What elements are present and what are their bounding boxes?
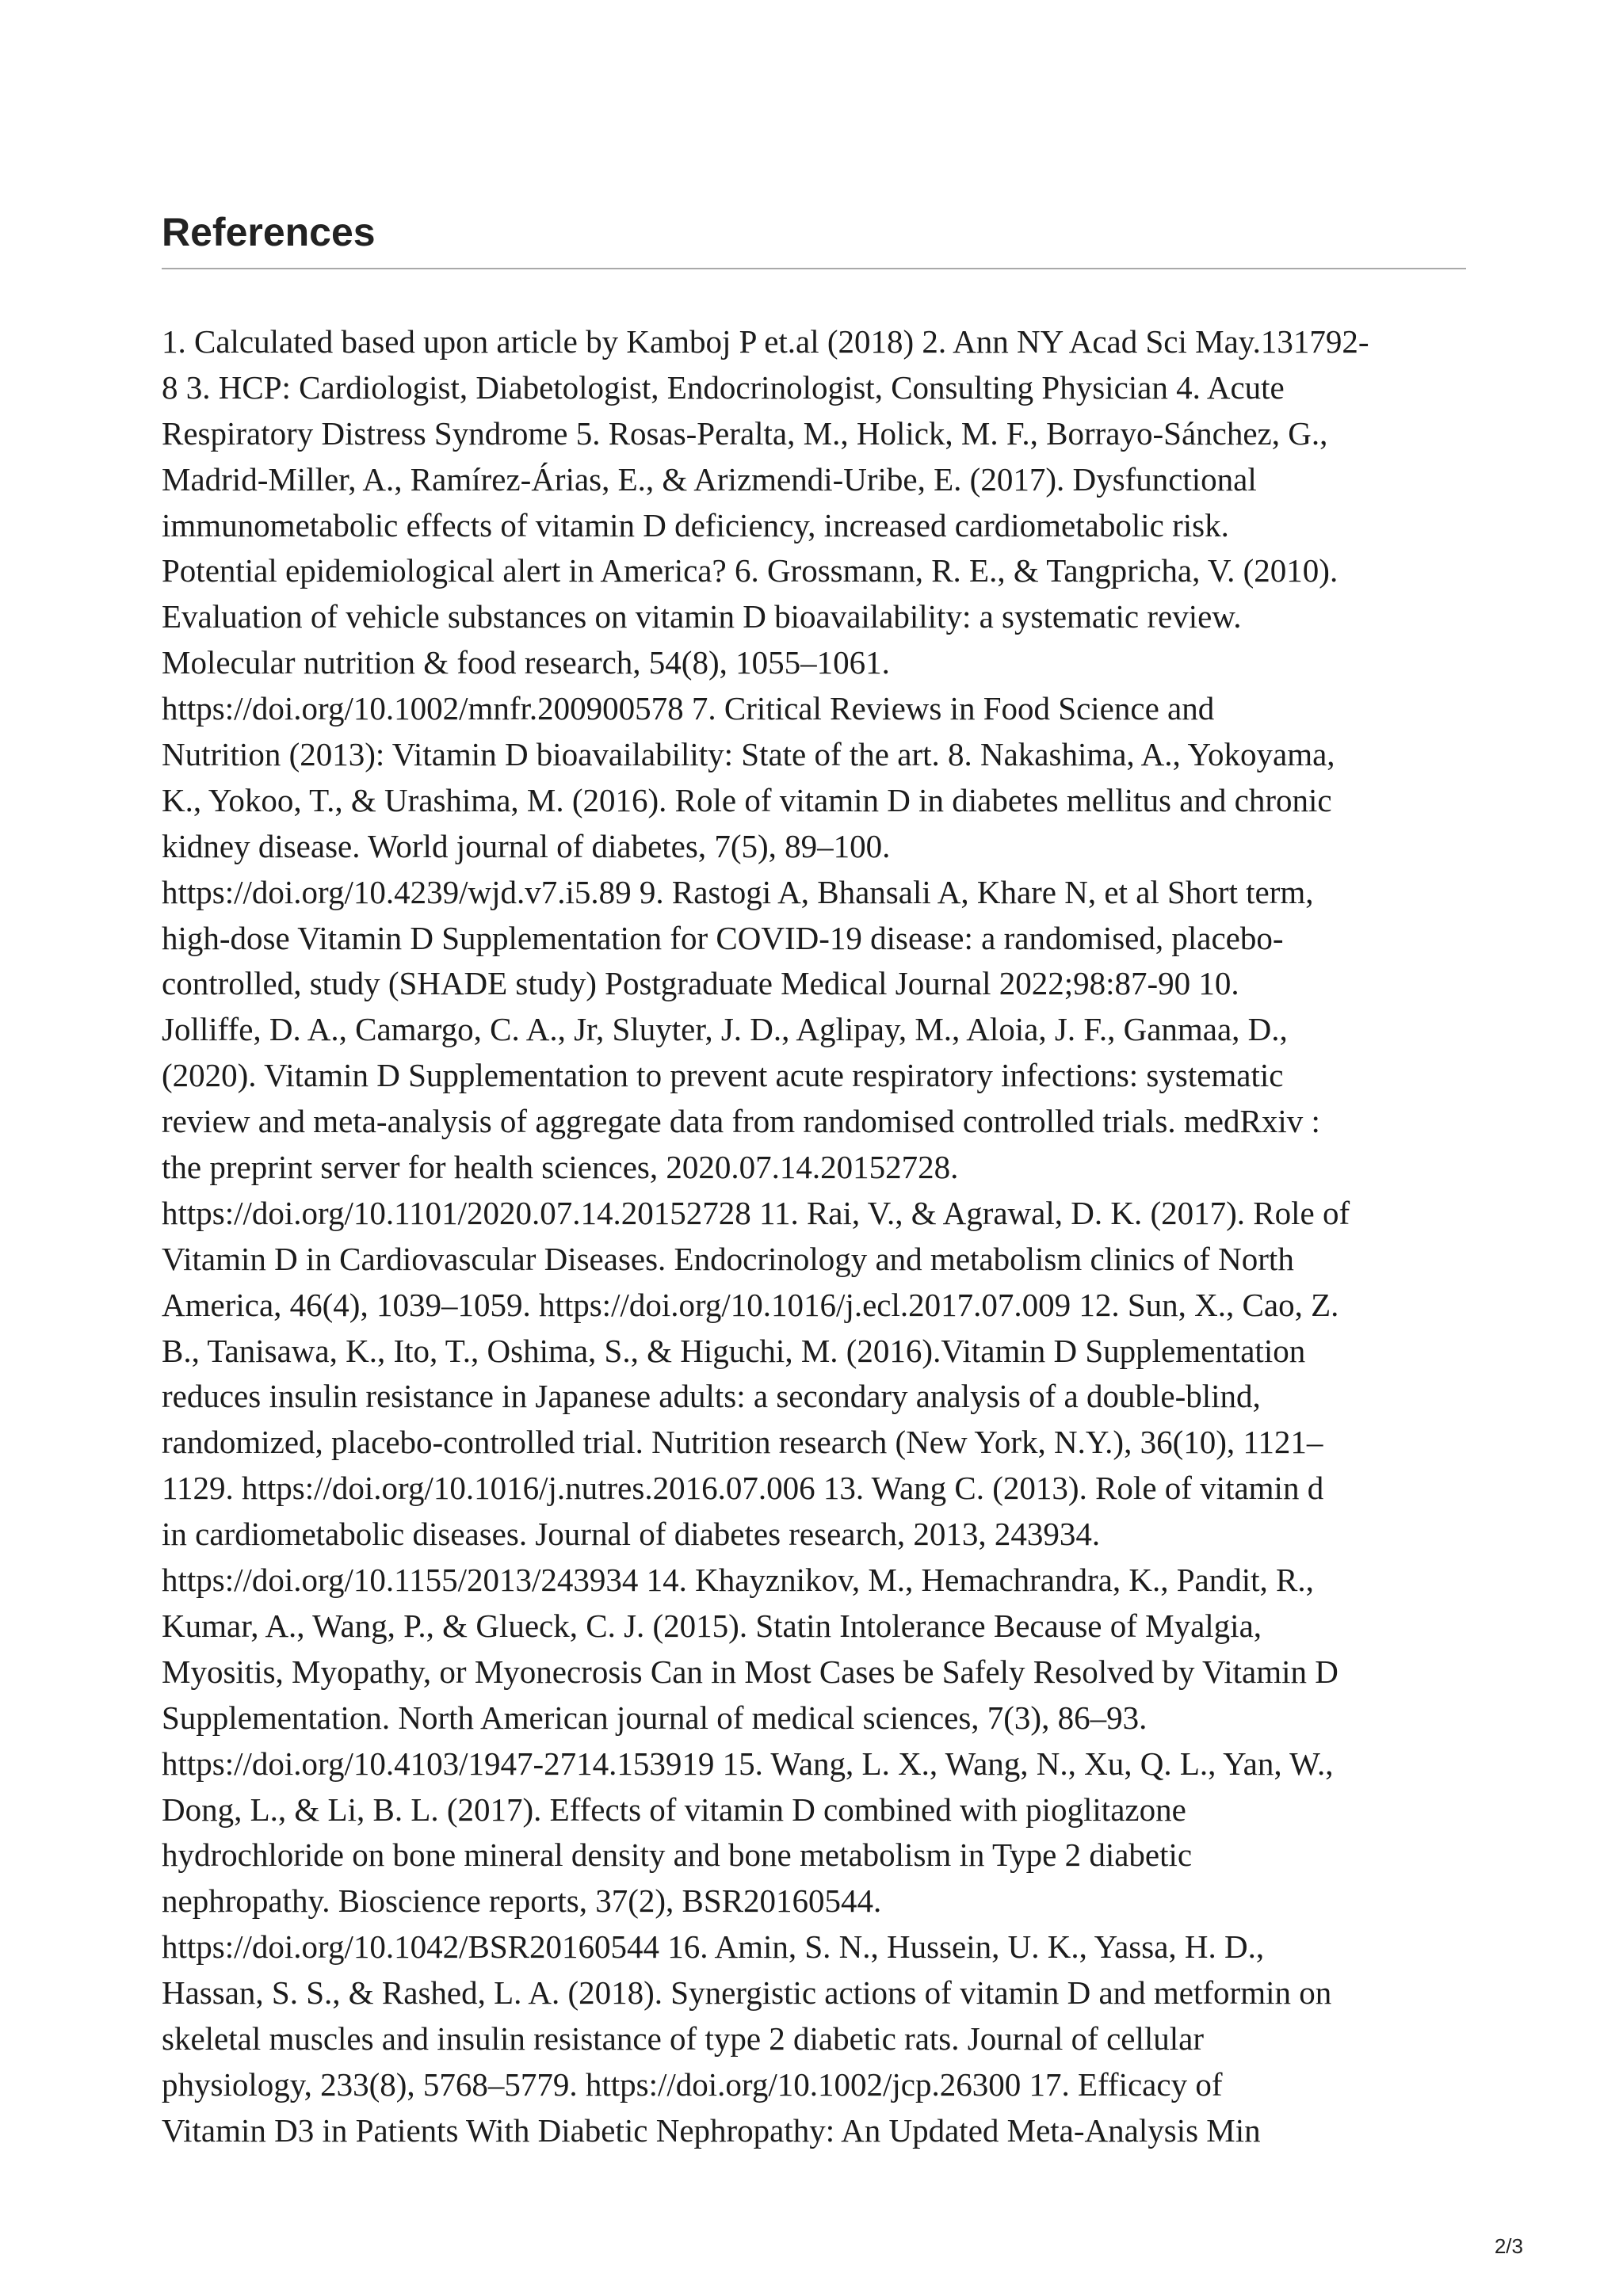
reference-line: Nutrition (2013): Vitamin D bioavailability: State of the art. 8. Nakashima, A., Yokoyama, (162, 736, 1335, 773)
reference-line: https://doi.org/10.4239/wjd.v7.i5.89 9. Rastogi A, Bhansali A, Khare N, et al Short term, (162, 873, 1314, 910)
reference-line: K., Yokoo, T., & Urashima, M. (2016). Role of vitamin D in diabetes mellitus and chronic (162, 781, 1332, 818)
reference-line: the preprint server for health sciences, 2020.07.14.20152728. (162, 1149, 959, 1186)
reference-line: skeletal muscles and insulin resistance of type 2 diabetic rats. Journal of cellular (162, 2019, 1205, 2057)
reference-line: Potential epidemiological alert in America? 6. Grossmann, R. E., & Tangpricha, V. (2010). (162, 552, 1338, 589)
reference-line: B., Tanisawa, K., Ito, T., Oshima, S., & Higuchi, M. (2016).Vitamin D Supplementation (162, 1332, 1306, 1369)
reference-line: America, 46(4), 1039–1059. https://doi.org/10.1016/j.ecl.2017.07.009 12. Sun, X., Cao, Z. (162, 1286, 1339, 1323)
page-number: 2/3 (1494, 2234, 1523, 2258)
reference-line: 1. Calculated based upon article by Kamboj P et.al (2018) 2. Ann NY Acad Sci May.131792- (162, 323, 1369, 360)
page-title: References (162, 210, 376, 254)
reference-line: physiology, 233(8), 5768–5779. https://doi.org/10.1002/jcp.26300 17. Efficacy of (162, 2065, 1223, 2103)
references-body (162, 319, 1466, 2154)
reference-line: 8 3. HCP: Cardiologist, Diabetologist, Endocrinologist, Consulting Physician 4. Acute (162, 368, 1285, 406)
reference-line: hydrochloride on bone mineral density and bone metabolism in Type 2 diabetic (162, 1836, 1193, 1874)
reference-line: https://doi.org/10.1002/mnfr.200900578 7. Critical Reviews in Food Science and (162, 690, 1215, 727)
reference-line: https://doi.org/10.1042/BSR20160544 16. Amin, S. N., Hussein, U. K., Yassa, H. D., (162, 1928, 1265, 1966)
reference-line: Supplementation. North American journal of medical sciences, 7(3), 86–93. (162, 1699, 1148, 1736)
reference-line: Molecular nutrition & food research, 54(8), 1055–1061. (162, 644, 890, 681)
reference-line: kidney disease. World journal of diabetes, 7(5), 89–100. (162, 827, 891, 864)
reference-line: https://doi.org/10.1101/2020.07.14.20152728 11. Rai, V., & Agrawal, D. K. (2017). Role of (162, 1194, 1350, 1231)
reference-line: Kumar, A., Wang, P., & Glueck, C. J. (2015). Statin Intolerance Because of Myalgia, (162, 1607, 1262, 1644)
reference-line: Evaluation of vehicle substances on vitamin D bioavailability: a systematic review. (162, 598, 1242, 635)
reference-line: Hassan, S. S., & Rashed, L. A. (2018). Synergistic actions of vitamin D and metformin on (162, 1974, 1332, 2012)
reference-line: Dong, L., & Li, B. L. (2017). Effects of vitamin D combined with pioglitazone (162, 1791, 1186, 1828)
reference-line: Madrid-Miller, A., Ramírez-Árias, E., & Arizmendi-Uribe, E. (2017). Dysfunctional (162, 460, 1257, 498)
reference-line: randomized, placebo-controlled trial. Nutrition research (New York, N.Y.), 36(10), 1121– (162, 1424, 1323, 1461)
reference-line: reduces insulin resistance in Japanese adults: a secondary analysis of a double-blind, (162, 1378, 1261, 1415)
reference-line: immunometabolic effects of vitamin D deficiency, increased cardiometabolic risk. (162, 506, 1229, 543)
reference-line: review and meta-analysis of aggregate data from randomised controlled trials. medRxiv : (162, 1103, 1320, 1140)
reference-line: Myositis, Myopathy, or Myonecrosis Can in Most Cases be Safely Resolved by Vitamin D (162, 1653, 1338, 1690)
reference-line: nephropathy. Bioscience reports, 37(2), BSR20160544. (162, 1882, 882, 1920)
reference-line: controlled, study (SHADE study) Postgraduate Medical Journal 2022;98:87-90 10. (162, 965, 1239, 1002)
heading-divider (162, 268, 1466, 269)
reference-line: https://doi.org/10.1155/2013/243934 14. Khayznikov, M., Hemachrandra, K., Pandit, R., (162, 1562, 1314, 1599)
reference-line: in cardiometabolic diseases. Journal of diabetes research, 2013, 243934. (162, 1516, 1101, 1553)
reference-line: Jolliffe, D. A., Camargo, C. A., Jr, Sluyter, J. D., Aglipay, M., Aloia, J. F., Ganmaa, D., (162, 1011, 1288, 1048)
reference-line: Vitamin D in Cardiovascular Diseases. Endocrinology and metabolism clinics of North (162, 1240, 1294, 1277)
reference-line: https://doi.org/10.4103/1947-2714.153919 15. Wang, L. X., Wang, N., Xu, Q. L., Yan, W., (162, 1745, 1334, 1782)
reference-line: 1129. https://doi.org/10.1016/j.nutres.2016.07.006 13. Wang C. (2013). Role of vitamin d (162, 1470, 1324, 1507)
reference-line: Respiratory Distress Syndrome 5. Rosas-Peralta, M., Holick, M. F., Borrayo-Sánchez, G., (162, 414, 1328, 452)
reference-line: (2020). Vitamin D Supplementation to prevent acute respiratory infections: systematic (162, 1057, 1284, 1094)
reference-line: high-dose Vitamin D Supplementation for COVID-19 disease: a randomised, placebo- (162, 919, 1284, 956)
reference-line: Vitamin D3 in Patients With Diabetic Nephropathy: An Updated Meta-Analysis Min (162, 2111, 1261, 2149)
